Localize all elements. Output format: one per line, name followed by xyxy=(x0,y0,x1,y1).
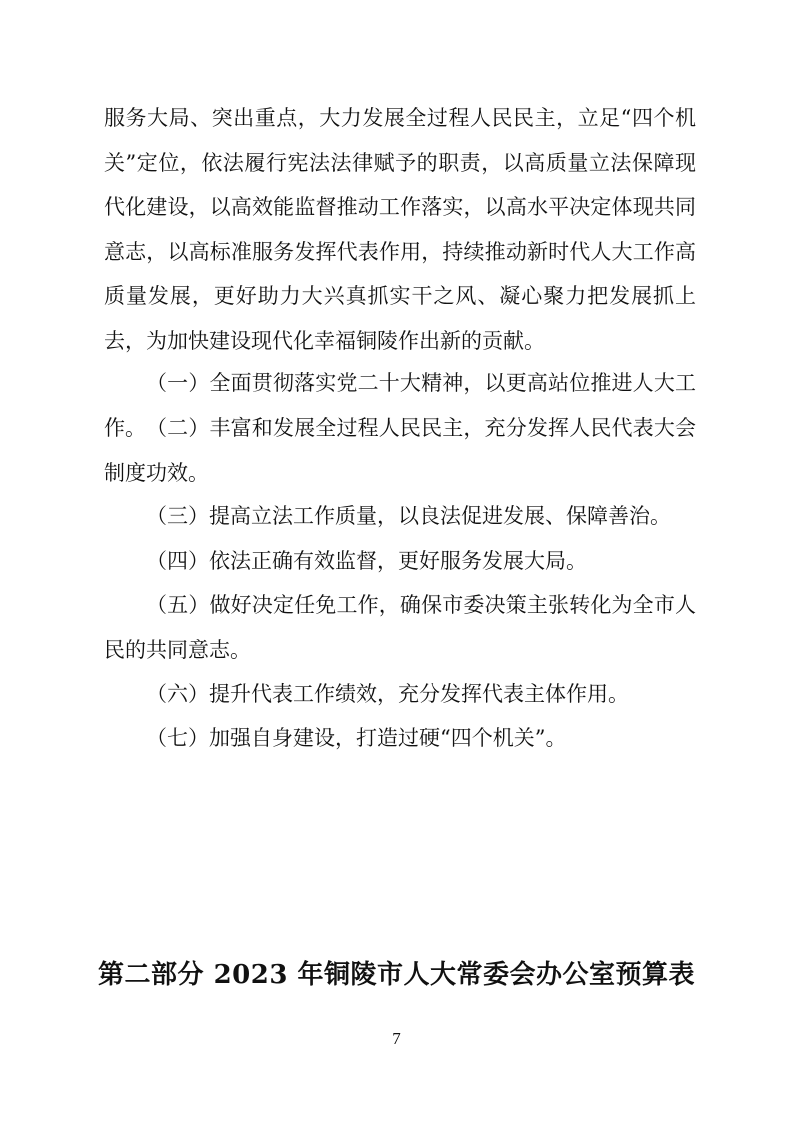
list-item-four: （四）依法正确有效监督，更好服务发展大局。 xyxy=(146,549,587,573)
list-item-two: （二）丰富和发展全过程人民民主，充分发挥人民代表大会制度功效。 xyxy=(104,416,696,485)
list-item-one: （一）全面贯彻落实党二十大精神，以更高站位推进人大工作。 xyxy=(104,371,696,440)
list-item-seven: （七）加强自身建设，打造过硬“四个机关”。 xyxy=(146,726,567,750)
body-paragraph-intro: 服务大局、突出重点，大力发展全过程人民民主，立足“四个机关”定位，依法履行宪法法律赋予的职责，以高质量立法保障现代化建设，以高效能监督推动工作落实，以高水平决定体现共同意志，以高标准服务发挥代表作用，持续推动新时代人大工作高质量发展，更好助力大兴真抓实干之风、凝心聚力把发展抓上去，为加快建设现代化幸福铜陵作出新的贡献。 xyxy=(104,106,696,353)
list-item-six: （六）提升代表工作绩效，充分发挥代表主体作用。 xyxy=(146,682,629,706)
part-title: 第二部分 2023 年铜陵市人大常委会办公室预算表 xyxy=(98,960,695,990)
page-number: 7 xyxy=(392,1029,401,1048)
list-item-three: （三）提高立法工作质量，以良法促进发展、保障善治。 xyxy=(146,504,671,528)
list-item-five: （五）做好决定任免工作，确保市委决策主张转化为全市人民的共同意志。 xyxy=(104,593,696,662)
